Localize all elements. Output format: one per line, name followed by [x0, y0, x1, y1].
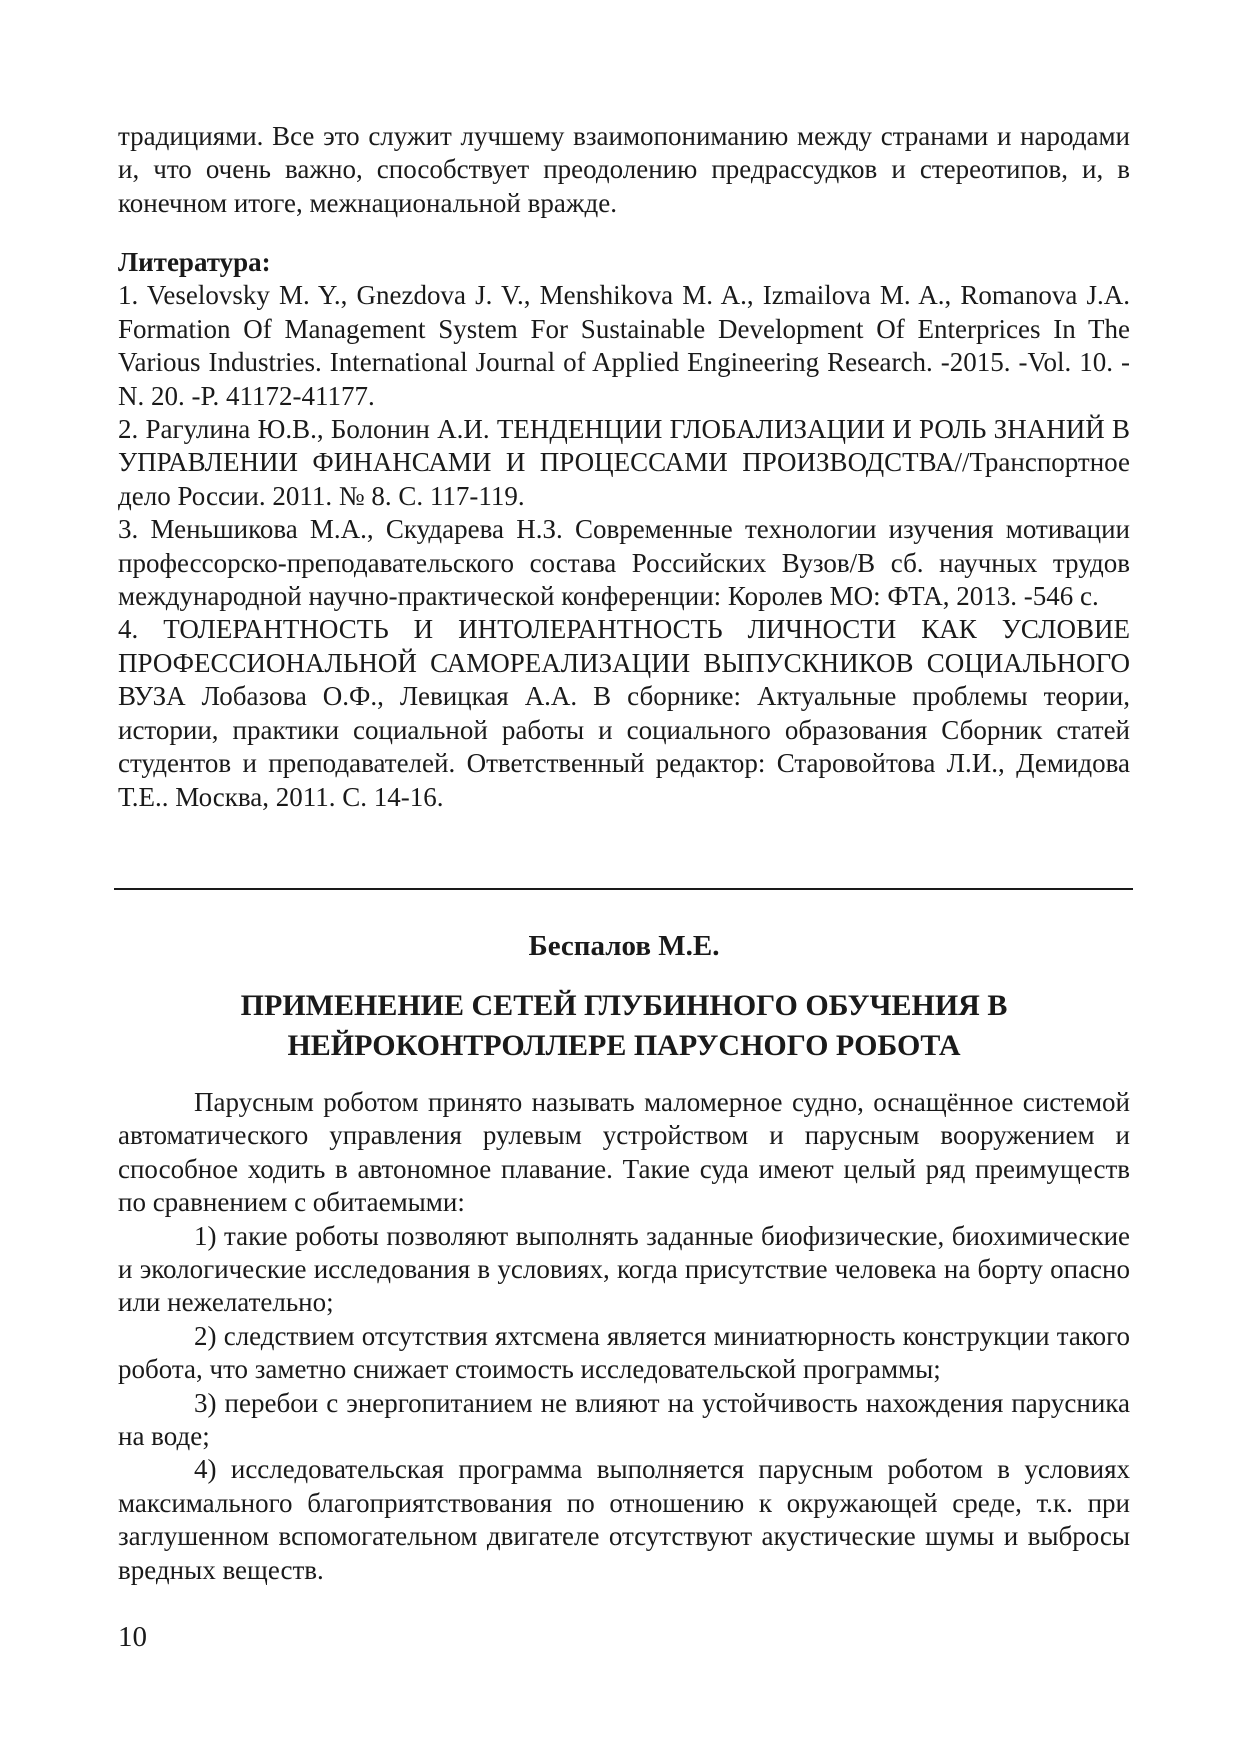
references-section — [118, 246, 1130, 814]
reference-item: 1. Veselovsky M. Y., Gnezdova J. V., Menshikova M. A., Izmailova M. A., Romanova J.A. Formation Of Management System For Sustainable Development Of Enterprices In The Various Industries. International Journal of Applied Engineering Research. -2015. -Vol. 10. -N. 20. -P. 41172-41177. — [118, 280, 1130, 411]
page-number: 10 — [118, 1621, 147, 1653]
reference-item: 4. ТОЛЕРАНТНОСТЬ И ИНТОЛЕРАНТНОСТЬ ЛИЧНОСТИ КАК УСЛОВИЕ ПРОФЕССИОНАЛЬНОЙ САМОРЕАЛИЗАЦИИ ВЫПУСКНИКОВ СОЦИАЛЬНОГО ВУЗА Лобазова О.Ф., Левицкая А.А. В сборнике: Актуальные проблемы теории, истории, практики социальной работы и социального образования Сборник статей студентов и преподавателей. Ответственный редактор: Старовойтова Л.И., Демидова Т.Е.. Москва, 2011. С. 14-16. — [118, 614, 1130, 812]
reference-item: 2. Рагулина Ю.В., Болонин А.И. ТЕНДЕНЦИИ ГЛОБАЛИЗАЦИИ И РОЛЬ ЗНАНИЙ В УПРАВЛЕНИИ ФИНАНСАМИ И ПРОЦЕССАМИ ПРОИЗВОДСТВА//Транспортное дело России. 2011. № 8. С. 117-119. — [118, 414, 1130, 511]
article-body — [118, 1086, 1130, 1587]
body-paragraph: Парусным роботом принято называть маломерное судно, оснащённое системой автоматического управления рулевым устройством и парусным вооружением и способное ходить в автономное плавание. Такие суда имеют целый ряд преимуществ по сравнением с обитаемыми: — [118, 1087, 1130, 1218]
article-title: ПРИМЕНЕНИЕ СЕТЕЙ ГЛУБИННОГО ОБУЧЕНИЯ В НЕЙРОКОНТРОЛЛЕРЕ ПАРУСНОГО РОБОТА — [240, 989, 1008, 1062]
article-author: Беспалов М.Е. — [528, 930, 720, 962]
section-divider — [114, 888, 1133, 890]
body-paragraph: 1) такие роботы позволяют выполнять заданные биофизические, биохимические и экологические исследования в условиях, когда присутствие человека на борту опасно или нежелательно; — [118, 1220, 1130, 1318]
reference-item: 3. Меньшикова М.А., Скударева Н.З. Современные технологии изучения мотивации профессорско-преподавательского состава Российских Вузов/В сб. научных трудов международной научно-практической конференции: Королев МО: ФТА, 2013. -546 с. — [118, 514, 1130, 612]
references-heading: Литература: — [118, 247, 271, 277]
body-paragraph: 3) перебои с энергопитанием не влияют на устойчивость нахождения парусника на воде; — [118, 1387, 1130, 1452]
body-paragraph: 2) следствием отсутствия яхтсмена является миниатюрность конструкции такого робота, что заметно снижает стоимость исследовательской программы; — [118, 1320, 1130, 1385]
closing-paragraph: традициями. Все это служит лучшему взаимопониманию между странами и народами и, что очень важно, способствует преодолению предрассудков и стереотипов, и, в конечном итоге, межнациональной вражде. — [118, 121, 1130, 218]
previous-article-ending — [118, 120, 1130, 220]
body-paragraph: 4) исследовательская программа выполняется парусным роботом в условиях максимального благоприятствования по отношению к окружающей среде, т.к. при заглушенном вспомогательном двигателе отсутствуют акустические шумы и выбросы вредных веществ. — [118, 1454, 1130, 1585]
